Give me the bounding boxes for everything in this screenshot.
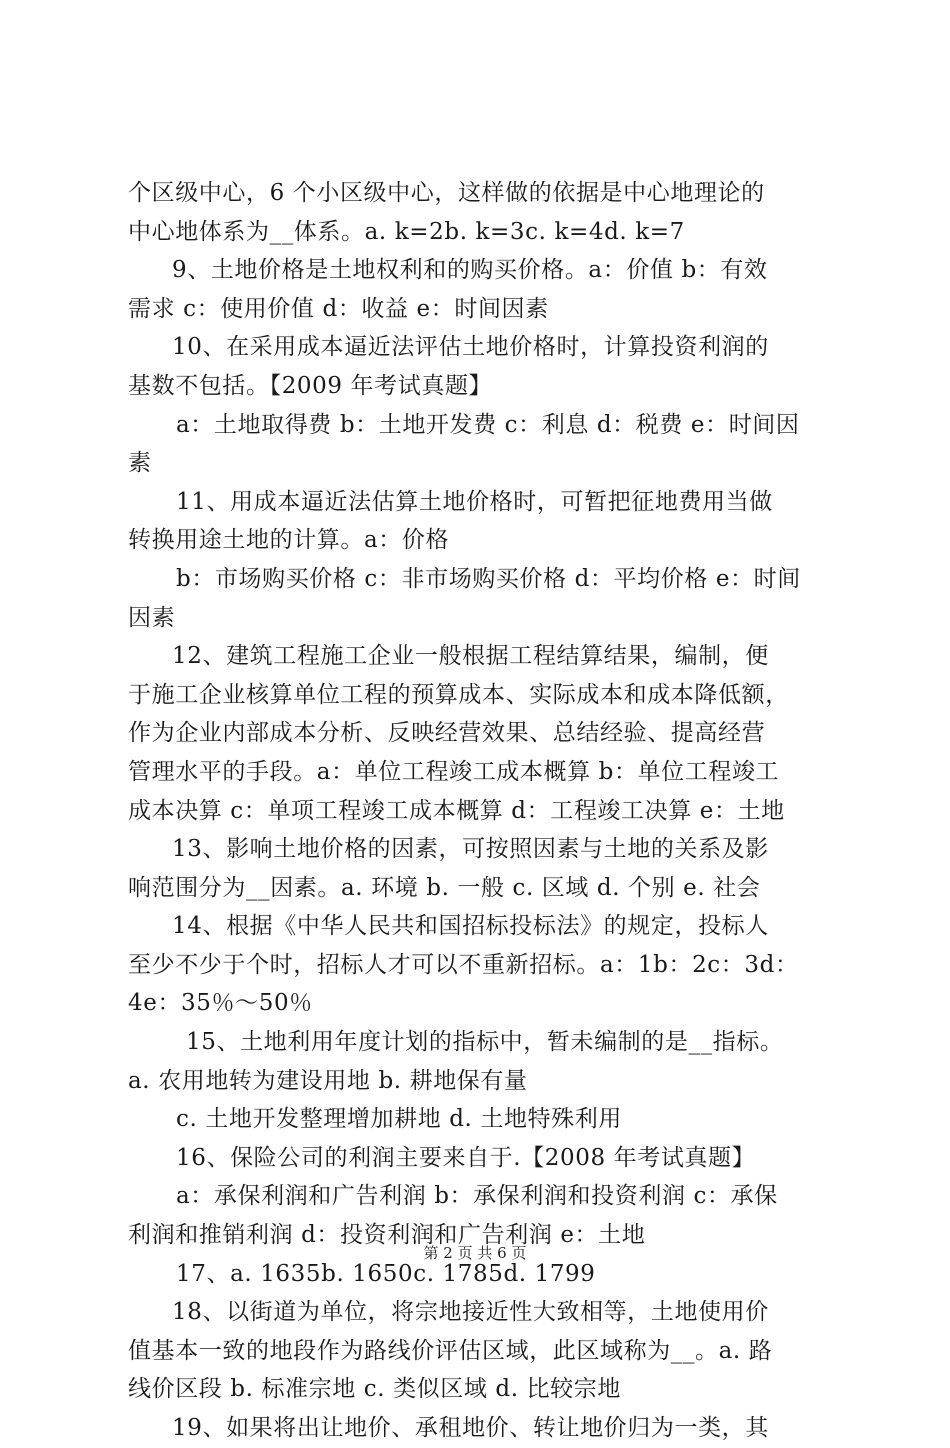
text-line: 17、a. 1635b. 1650c. 1785d. 1799 (176, 1260, 596, 1287)
text-line: 线价区段 b. 标准宗地 c. 类似区域 d. 比较宗地 (128, 1376, 621, 1403)
text-line: 响范围分为__因素。a. 环境 b. 一般 c. 区域 d. 个别 e. 社会 (128, 874, 761, 901)
text-line: 12、建筑工程施工企业一般根据工程结算结果，编制，便 (172, 643, 769, 670)
text-line: 15、土地利用年度计划的指标中，暂未编制的是__指标。 (186, 1029, 784, 1056)
text-line: 9、土地价格是土地权利和的购买价格。a：价值 b：有效 (172, 257, 768, 284)
text-line: 利润和推销利润 d：投资利润和广告利润 e：土地 (128, 1222, 646, 1249)
text-line: 值基本一致的地段作为路线价评估区域，此区域称为__。a. 路 (128, 1337, 773, 1364)
text-line: 成本决算 c：单项工程竣工成本概算 d：工程竣工决算 e：土地 (128, 797, 785, 824)
text-line: 转换用途土地的计算。a：价格 (128, 527, 450, 554)
text-line: 作为企业内部成本分析、反映经营效果、总结经验、提高经营 (128, 720, 766, 747)
text-line: 11、用成本逼近法估算土地价格时，可暂把征地费用当做 (176, 488, 773, 515)
text-line: 至少不少于个时，招标人才可以不重新招标。a：1b：2c：3d： (128, 951, 799, 978)
text-line: 中心地体系为__体系。a. k=2b. k=3c. k=4d. k=7 (128, 218, 685, 245)
text-line: 于施工企业核算单位工程的预算成本、实际成本和成本降低额， (128, 681, 789, 708)
text-line: 19、如果将出让地价、承租地价、转让地价归为一类，其 (172, 1415, 769, 1441)
page-footer: 第 2 页 共 6 页 (423, 1244, 527, 1262)
text-line: 个区级中心，6 个小区级中心，这样做的依据是中心地理论的 (128, 180, 765, 206)
text-line: 管理水平的手段。a：单位工程竣工成本概算 b：单位工程竣工 (128, 758, 780, 785)
text-line: 14、根据《中华人民共和国招标投标法》的规定，投标人 (172, 913, 769, 940)
text-line: 基数不包括。【2009 年考试真题】 (128, 372, 493, 399)
text-line: 素 (128, 450, 152, 477)
text-line: 13、影响土地价格的因素，可按照因素与土地的关系及影 (172, 836, 769, 863)
text-line: a：土地取得费 b：土地开发费 c：利息 d：税费 e：时间因 (176, 411, 800, 438)
text-line: 16、保险公司的利润主要来自于.【2008 年考试真题】 (176, 1144, 756, 1171)
text-line: c. 土地开发整理增加耕地 d. 土地特殊利用 (176, 1106, 622, 1133)
text-line: 10、在采用成本逼近法评估土地价格时，计算投资利润的 (172, 334, 769, 361)
text-line: 需求 c：使用价值 d：收益 e：时间因素 (128, 295, 549, 322)
text-line: a：承保利润和广告利润 b：承保利润和投资利润 c：承保 (176, 1183, 778, 1210)
text-line: 4e：35％～50％ (128, 990, 313, 1017)
text-line: b：市场购买价格 c：非市场购买价格 d：平均价格 e：时间 (176, 565, 801, 592)
text-line: 18、以街道为单位，将宗地接近性大致相等，土地使用价 (172, 1299, 769, 1326)
text-line: a. 农用地转为建设用地 b. 耕地保有量 (128, 1067, 528, 1094)
text-line: 因素 (128, 604, 176, 631)
